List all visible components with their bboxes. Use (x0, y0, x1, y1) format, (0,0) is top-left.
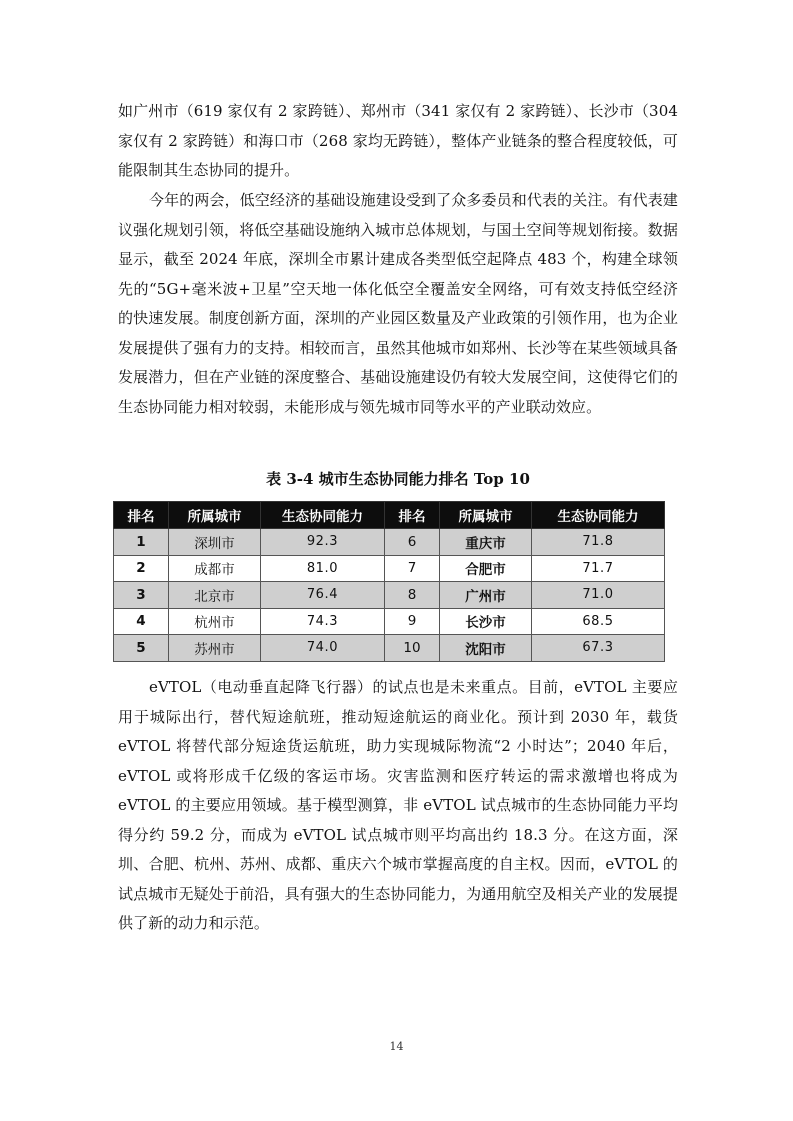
table-row (114, 555, 665, 582)
city-cell: 广州市 (440, 582, 532, 609)
score-cell: 76.4 (261, 582, 385, 609)
rank-cell: 7 (385, 555, 440, 582)
city-cell: 长沙市 (440, 608, 532, 635)
header-rank-left: 排名 (114, 502, 169, 529)
header-score-left: 生态协同能力 (261, 502, 385, 529)
paragraph-industry-chain: 如广州市（619 家仅有 2 家跨链）、郑州市（341 家仅有 2 家跨链）、长沙市（304 家仅有 2 家跨链）和海口市（268 家均无跨链），整体产业链条的整合程度较低，可能限制其生态协同的提升。 (118, 102, 678, 179)
header-city-left: 所属城市 (169, 502, 261, 529)
rank-cell: 6 (385, 529, 440, 556)
city-cell: 成都市 (169, 555, 261, 582)
table-caption: 表 3-4 城市生态协同能力排名 Top 10 (266, 470, 530, 488)
score-cell: 74.0 (261, 635, 385, 662)
city-cell: 苏州市 (169, 635, 261, 662)
rank-cell: 3 (114, 582, 169, 609)
rank-cell: 5 (114, 635, 169, 662)
header-city-right: 所属城市 (440, 502, 532, 529)
rank-cell: 2 (114, 555, 169, 582)
paragraph-infrastructure: 今年的两会，低空经济的基础设施建设受到了众多委员和代表的关注。有代表建议强化规划引领，将低空基础设施纳入城市总体规划，与国土空间等规划衔接。数据显示，截至 2024 年底，深圳全市累计建成各类型低空起降点 483 个，构建全球领先的“5G+毫米波+卫星”空天地一体化低空全覆盖安全网络，可有效支持低空经济的快速发展。制度创新方面，深圳的产业园区数量及产业政策的引领作用，也为企业发展提供了强有力的支持。相较而言，虽然其他城市如郑州、长沙等在某些领域具备发展潜力，但在产业链的深度整合、基础设施建设仍有较大发展空间，这使得它们的生态协同能力相对较弱，未能形成与领先城市同等水平的产业联动效应。 (118, 191, 678, 416)
score-cell: 71.0 (532, 582, 665, 609)
city-cell: 北京市 (169, 582, 261, 609)
score-cell: 81.0 (261, 555, 385, 582)
paragraph-evtol: eVTOL（电动垂直起降飞行器）的试点也是未来重点。目前，eVTOL 主要应用于城际出行，替代短途航班，推动短途航运的商业化。预计到 2030 年，载货 eVTOL 将替代部分短途货运航班，助力实现城际物流“2 小时达”；2040 年后，eVTOL 或将形成千亿级的客运市场。灾害监测和医疗转运的需求激增也将成为 eVTOL 的主要应用领域。基于模型测算，非 eVTOL 试点城市的生态协同能力平均得分约 59.2 分，而成为 eVTOL 试点城市则平均高出约 18.3 分。在这方面，深圳、合肥、杭州、苏州、成都、重庆六个城市掌握高度的自主权。因而，eVTOL 的试点城市无疑处于前沿，具有强大的生态协同能力，为通用航空及相关产业的发展提供了新的动力和示范。 (118, 678, 678, 932)
rank-cell: 10 (385, 635, 440, 662)
page-number: 14 (389, 1040, 404, 1053)
score-cell: 71.8 (532, 529, 665, 556)
rank-cell: 1 (114, 529, 169, 556)
rank-cell: 8 (385, 582, 440, 609)
table-row (114, 608, 665, 635)
city-cell: 深圳市 (169, 529, 261, 556)
header-rank-right: 排名 (385, 502, 440, 529)
score-cell: 74.3 (261, 608, 385, 635)
table-header-row (114, 502, 665, 529)
table-row (114, 635, 665, 662)
header-score-right: 生态协同能力 (532, 502, 665, 529)
table-row (114, 582, 665, 609)
city-cell: 杭州市 (169, 608, 261, 635)
score-cell: 68.5 (532, 608, 665, 635)
city-cell: 重庆市 (440, 529, 532, 556)
city-cell: 合肥市 (440, 555, 532, 582)
city-cell: 沈阳市 (440, 635, 532, 662)
rank-cell: 4 (114, 608, 169, 635)
score-cell: 71.7 (532, 555, 665, 582)
city-ranking-table (113, 501, 665, 662)
score-cell: 67.3 (532, 635, 665, 662)
score-cell: 92.3 (261, 529, 385, 556)
table-row (114, 529, 665, 556)
rank-cell: 9 (385, 608, 440, 635)
